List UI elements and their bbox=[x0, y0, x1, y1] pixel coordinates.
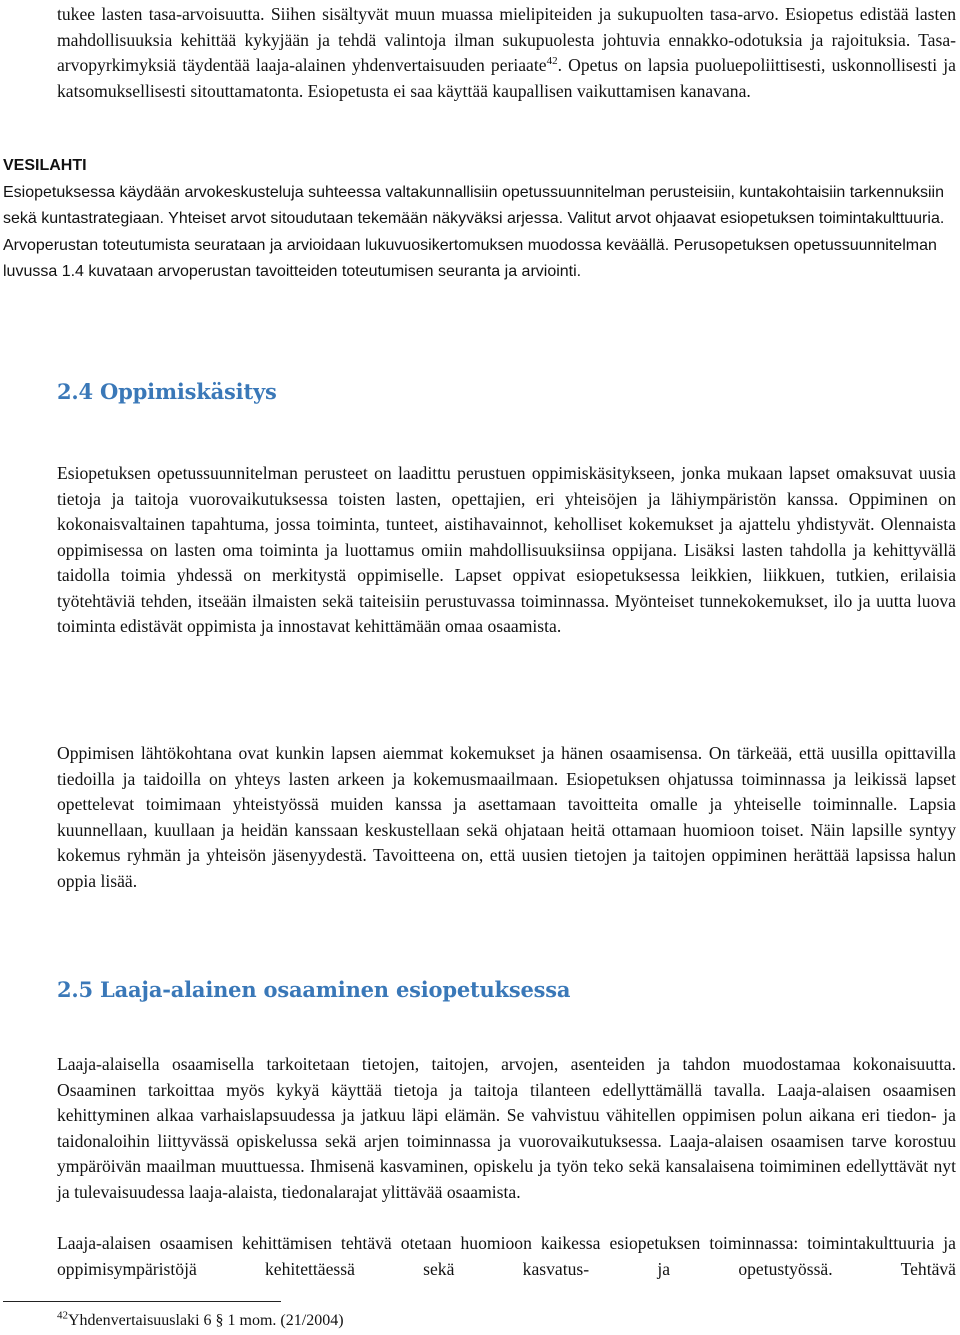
intro-paragraph bbox=[57, 2, 956, 104]
laaja-alainen-paragraph-2: Laaja-alaisen osaamisen kehittämisen tehtävä otetaan huomioon kaikessa esiopetuksen toiminnassa: toimintakulttuuria ja oppimisympäristöjä kehitettäessä sekä kasvatus- ja opetustyössä. Tehtävä bbox=[57, 1233, 956, 1279]
laaja-alainen-paragraph-1: Laaja-alaisella osaamisella tarkoitetaan tietojen, taitojen, arvojen, asenteiden ja tahdon muodostamaa kokonaisuutta. Osaaminen tarkoittaa myös kykyä käyttää tietoja ja taitoja tilanteen edellyttämällä tavalla. Laaja-alaisen osaamisen kehittyminen alkaa varhaislapsuudessa ja jatkuu läpi elämän. Se vahvistuu vähitellen oppimisen polun aikana eri tiedon- ja taidonaloihin liittyvässä opiskelussa sekä arjen toiminnassa ja vuorovaikutuksessa. Laaja-alaisen osaamisen tarve korostuu ympäröivän maailman muuttuessa. Ihmisenä kasvaminen, opiskelu ja työn teko sekä kansalaisena toimiminen edellyttävät nyt ja tulevaisuudessa laaja-alaista, tiedonalarajat ylittävää osaamista. bbox=[57, 1054, 956, 1202]
footnote-reference[interactable]: 42 bbox=[546, 55, 558, 68]
intro-text-before: tukee lasten tasa-arvoisuutta. Siihen sisältyvät muun muassa mielipiteiden ja sukupuolten tasa-arvo. Esiopetus edistää lasten mahdollisuuksia kehittää kykyjään ja tehdä valintoja ilman sukupuolesta johtuvia ennakko-odotuksia ja rajoituksia. Tasa-arvopyrkimyksiä täydentää laaja-alainen yhdenvertaisuuden periaate bbox=[57, 4, 956, 75]
footnote-text: Yhdenvertaisuuslaki 6 § 1 mom. (21/2004) bbox=[68, 1312, 344, 1329]
oppimiskasitys-paragraph-2: Oppimisen lähtökohtana ovat kunkin lapsen aiemmat kokemukset ja hänen osaamisensa. On tärkeää, että uusilla opittavilla tiedoilla ja taidoilla on yhteys lasten arkeen ja kokemusmaailmaan. Esiopetuksen ohjatussa toiminnassa ja leikissä lapset opettelevat toimimaan yhteistyössä muiden kanssa ja asettamaan tavoitteita omalle ja yhteiselle toiminnalle. Lapsia kuunnellaan, kuullaan ja heidän kanssaan keskustellaan sekä ohjataan heitä ottamaan huomioon toiset. Näin lapsille syntyy kokemus ryhmän ja yhteisön jäsenyydestä. Tavoitteena on, että uusien tietojen ja taitojen oppiminen herättää lapsissa halun oppia lisää. bbox=[57, 743, 956, 891]
vesilahti-section bbox=[3, 153, 956, 286]
vesilahti-text: Esiopetuksessa käydään arvokeskusteluja suhteessa valtakunnallisiin opetussuunnitelman perusteisiin, kuntakohtaisiin tarkennuksiin sekä kuntastrategiaan. Yhteiset arvot sitoudutaan tekemään näkyväksi arjessa. Valitut arvot ohjaavat esiopetuksen toimintakulttuuria. Arvoperustan toteutumista seurataan ja arvioidaan lukuvuosikertomuksen muodossa keväällä. Perusopetuksen opetussuunnitelman luvussa 1.4 kuvataan arvoperustan tavoitteiden toteutumisen seuranta ja arviointi. bbox=[3, 183, 945, 280]
footnote-number: 42 bbox=[57, 1309, 68, 1322]
footnote-separator bbox=[3, 1301, 281, 1302]
section-heading-2-5: 2.5 Laaja-alainen osaaminen esiopetuksessa bbox=[57, 977, 571, 1002]
oppimiskasitys-paragraph-1: Esiopetuksen opetussuunnitelman perusteet on laadittu perustuen oppimiskäsitykseen, jonka mukaan lapset omaksuvat uusia tietoja ja taitoja vuorovaikutuksessa toisten lasten, opettajien, eri yhteisöjen ja lähiympäristön kanssa. Oppiminen on kokonaisvaltainen tapahtuma, jossa toiminta, tunteet, aistihavainnot, keholliset kokemukset ja ajattelu yhdistyvät. Olennaista oppimisessa on lasten oma toiminta ja luottamus omiin mahdollisuuksiinsa oppijana. Lisäksi lasten tahdolla ja kehittyvällä taidolla toimia yhdessä on merkitystä oppimiselle. Lapset oppivat esiopetuksessa leikkien, liikkuen, tutkien, erilaisia työtehtäviä tehden, itseään ilmaisten sekä taiteisiin perustuvassa toiminnassa. Myönteiset tunnekokemukset, ilo ja uutta luova toiminta edistävät oppimista ja innostavat kehittämään omaa osaamista. bbox=[57, 463, 956, 636]
section-heading-2-4: 2.4 Oppimiskäsitys bbox=[57, 379, 277, 404]
vesilahti-title: VESILAHTI bbox=[3, 157, 87, 174]
intro-text-after: . Opetus on lapsia puoluepoliittisesti, uskonnollisesti ja katsomuksellisesti sitouttamatonta. Esiopetusta ei saa käyttää kaupallisen vaikuttamisen kanavana. bbox=[57, 55, 956, 101]
footnote bbox=[57, 1310, 344, 1332]
